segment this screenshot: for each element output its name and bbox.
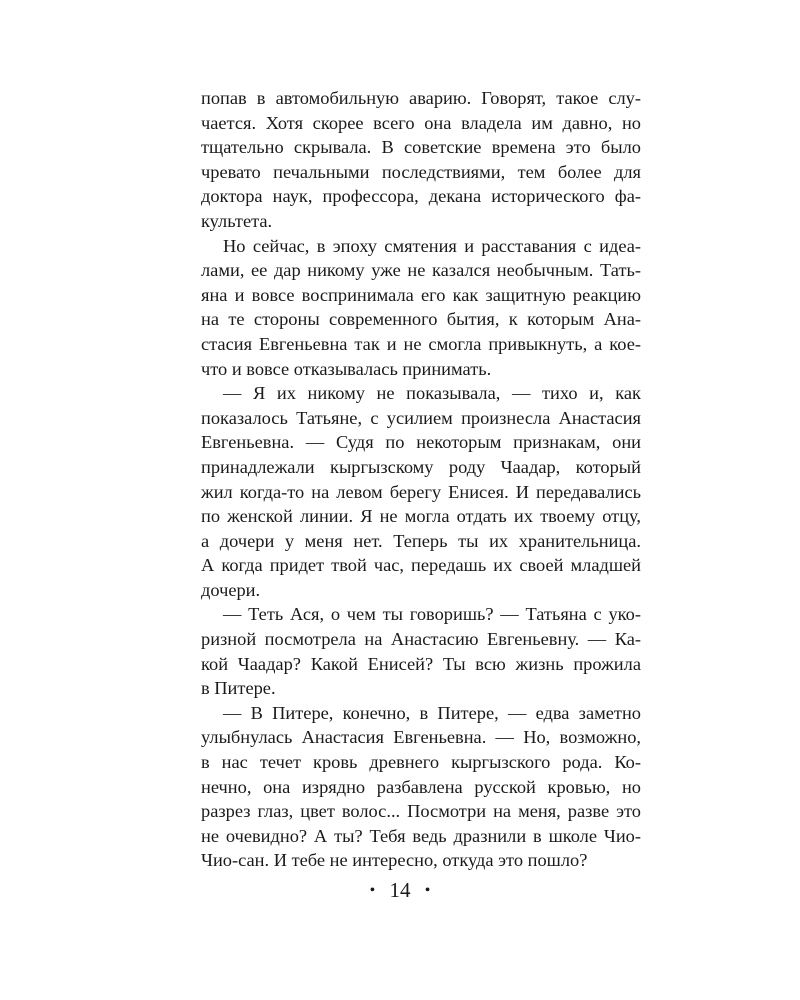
text-line: культета. (201, 210, 273, 231)
text-line: — Теть Ася, о чем ты говоришь? — Татьяна с уко- (223, 604, 641, 625)
text-line: на те стороны современного бытия, к которым Ана- (201, 309, 641, 330)
text-line: А когда придет твой час, передашь их своей младшей (201, 555, 641, 576)
text-line: разрез глаз, цвет волос... Посмотри на меня, разве это (201, 801, 641, 822)
page-number: 14 (389, 878, 411, 902)
text-line: Чио-сан. И тебе не интересно, откуда это пошло? (201, 850, 588, 871)
bullet-right-icon: • (424, 882, 431, 899)
text-line: жил когда-то на левом берегу Енисея. И передавались (201, 481, 641, 502)
text-line: по женской линии. Я не могла отдать их твоему отцу, (201, 506, 641, 527)
text-line: — Я их никому не показывала, — тихо и, как (223, 383, 641, 404)
text-line: чревато печальными последствиями, тем более для (201, 161, 641, 182)
text-line: тщательно скрывала. В советские времена это было (201, 137, 641, 158)
text-line: дочери. (201, 579, 261, 600)
text-line: попав в автомобильную аварию. Говорят, такое слу- (201, 88, 641, 108)
text-line: а дочери у меня нет. Теперь ты их хранительница. (201, 530, 641, 551)
text-line: — В Питере, конечно, в Питере, — едва заметно (223, 702, 641, 723)
text-line: лами, ее дар никому уже не казался необычным. Тать- (201, 260, 641, 281)
bullet-left-icon: • (369, 882, 376, 899)
text-line: яна и вовсе воспринимала его как защитную реакцию (201, 284, 641, 305)
text-line: улыбнулась Анастасия Евгеньевна. — Но, возможно, (201, 727, 641, 748)
text-line: нечно, она изрядно разбавлена русской кровью, но (201, 776, 641, 797)
text-line: что и вовсе отказывалась принимать. (201, 358, 492, 379)
text-line: ризной посмотрела на Анастасию Евгеньевну. — Ка- (201, 629, 641, 650)
text-line: не очевидно? А ты? Тебя ведь дразнили в школе Чио- (201, 825, 641, 846)
text-line: Евгеньевна. — Судя по некоторым признакам, они (201, 432, 641, 453)
text-line: показалось Татьяне, с усилием произнесла Анастасия (201, 407, 641, 428)
text-line: кой Чаадар? Какой Енисей? Ты всю жизнь прожила (201, 653, 641, 674)
text-line: чается. Хотя скорее всего она владела им давно, но (201, 112, 641, 133)
page-number-footer (0, 876, 800, 905)
text-line: в нас течет кровь древнего кыргызского рода. Ко- (201, 752, 641, 773)
text-line: стасия Евгеньевна так и не смогла привыкнуть, а кое- (201, 333, 641, 354)
text-line: принадлежали кыргызскому роду Чаадар, который (201, 456, 641, 477)
text-line: в Питере. (201, 678, 276, 699)
body-text (201, 86, 641, 873)
text-line: Но сейчас, в эпоху смятения и расставания с идеа- (223, 235, 641, 256)
text-line: доктора наук, профессора, декана исторического фа- (201, 186, 641, 207)
